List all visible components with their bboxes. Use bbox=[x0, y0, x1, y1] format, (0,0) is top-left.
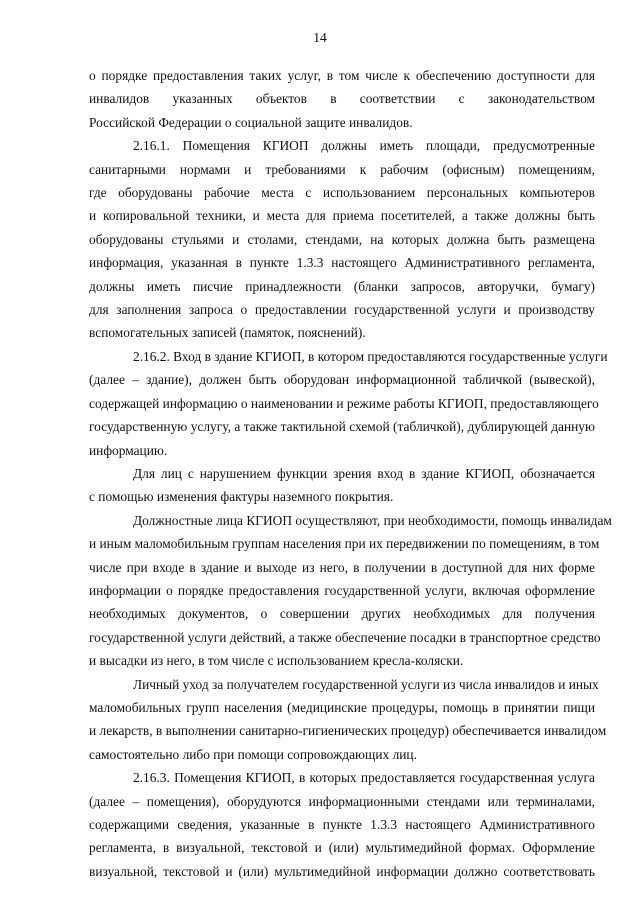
paragraph bbox=[89, 64, 595, 134]
text-line: 2.16.1. Помещения КГИОП должны иметь площади, предусмотренные bbox=[133, 138, 595, 154]
text-line: числе при входе в здание и выходе из него, в получении в доступной для них форме bbox=[89, 559, 595, 575]
text-line: и лекарств, в выполнении санитарно-гигиенических процедур) обеспечивается инвалидом bbox=[89, 723, 607, 739]
text-line: регламента, в визуальной, текстовой и (или) мультимедийной формах. Оформление bbox=[89, 840, 595, 856]
text-line: где оборудованы рабочие места с использованием персональных компьютеров bbox=[89, 185, 595, 201]
text-line: для заполнения запроса о предоставлении государственной услуги и производству bbox=[89, 302, 595, 318]
text-line: Российской Федерации о социальной защите инвалидов. bbox=[89, 114, 413, 130]
paragraph bbox=[89, 462, 595, 509]
paragraph bbox=[89, 673, 607, 767]
text-line: 2.16.3. Помещения КГИОП, в которых предоставляется государственная услуга bbox=[133, 770, 595, 786]
page-number: 14 bbox=[313, 30, 327, 45]
text-line: содержащими сведения, указанные в пункте 1.3.3 настоящего Административного bbox=[89, 817, 595, 832]
text-line: необходимых документов, о совершении других необходимых для получения bbox=[89, 606, 595, 622]
paragraph bbox=[89, 766, 595, 883]
document-body bbox=[89, 64, 612, 883]
text-line: санитарными нормами и требованиями к рабочим (офисным) помещениям, bbox=[89, 161, 595, 177]
text-line: Для лиц с нарушением функции зрения вход в здание КГИОП, обозначается bbox=[133, 465, 595, 481]
text-line: государственную услугу, а также тактильной схемой (табличкой), дублирующей данную bbox=[89, 419, 595, 435]
text-line: (далее – помещения), оборудуются информационными стендами или терминалами, bbox=[89, 793, 595, 809]
text-line: информацию. bbox=[89, 442, 168, 458]
text-line: и высадки из него, в том числе с использованием кресла-коляски. bbox=[89, 653, 464, 669]
paragraph bbox=[89, 345, 608, 462]
text-line: 2.16.2. Вход в здание КГИОП, в котором предоставляются государственные услуги bbox=[133, 348, 608, 364]
text-line: визуальной, текстовой и (или) мультимедийной информации должно соответствовать bbox=[89, 863, 595, 879]
text-line: о порядке предоставления таких услуг, в том числе к обеспечению доступности для bbox=[89, 68, 595, 83]
text-line: (далее – здание), должен быть оборудован информационной табличкой (вывеской), bbox=[89, 372, 595, 388]
text-line: с помощью изменения фактуры наземного покрытия. bbox=[89, 489, 394, 505]
text-line: должны иметь писчие принадлежности (бланки запросов, авторучки, бумагу) bbox=[89, 278, 595, 294]
text-line: самостоятельно либо при помощи сопровождающих лиц. bbox=[89, 746, 417, 762]
paragraph bbox=[89, 509, 612, 673]
text-line: и иным маломобильным группам населения при их передвижении по помещениям, в том bbox=[89, 536, 600, 552]
text-line: содержащей информацию о наименовании и режиме работы КГИОП, предоставляющего bbox=[89, 395, 599, 411]
text-line: государственной услуги действий, а также обеспечение посадки в транспортное средство bbox=[89, 629, 601, 645]
text-line: Личный уход за получателем государственной услуги из числа инвалидов и иных bbox=[133, 676, 599, 692]
text-line: маломобильных групп населения (медицинские процедуры, помощь в принятии пищи bbox=[89, 699, 595, 715]
text-line: и копировальной техники, и места для приема посетителей, а также должны быть bbox=[89, 208, 595, 224]
text-line: вспомогательных записей (памяток, пояснений). bbox=[89, 325, 366, 341]
paragraph bbox=[89, 134, 595, 345]
text-line: информации о порядке предоставления государственной услуги, включая оформление bbox=[89, 582, 595, 598]
text-line: информация, указанная в пункте 1.3.3 настоящего Административного регламента, bbox=[89, 255, 595, 271]
text-line: Должностные лица КГИОП осуществляют, при необходимости, помощь инвалидам bbox=[133, 512, 612, 528]
text-line: инвалидов указанных объектов в соответствии с законодательством bbox=[89, 91, 595, 107]
text-line: оборудованы стульями и столами, стендами, на которых должна быть размещена bbox=[89, 231, 595, 247]
